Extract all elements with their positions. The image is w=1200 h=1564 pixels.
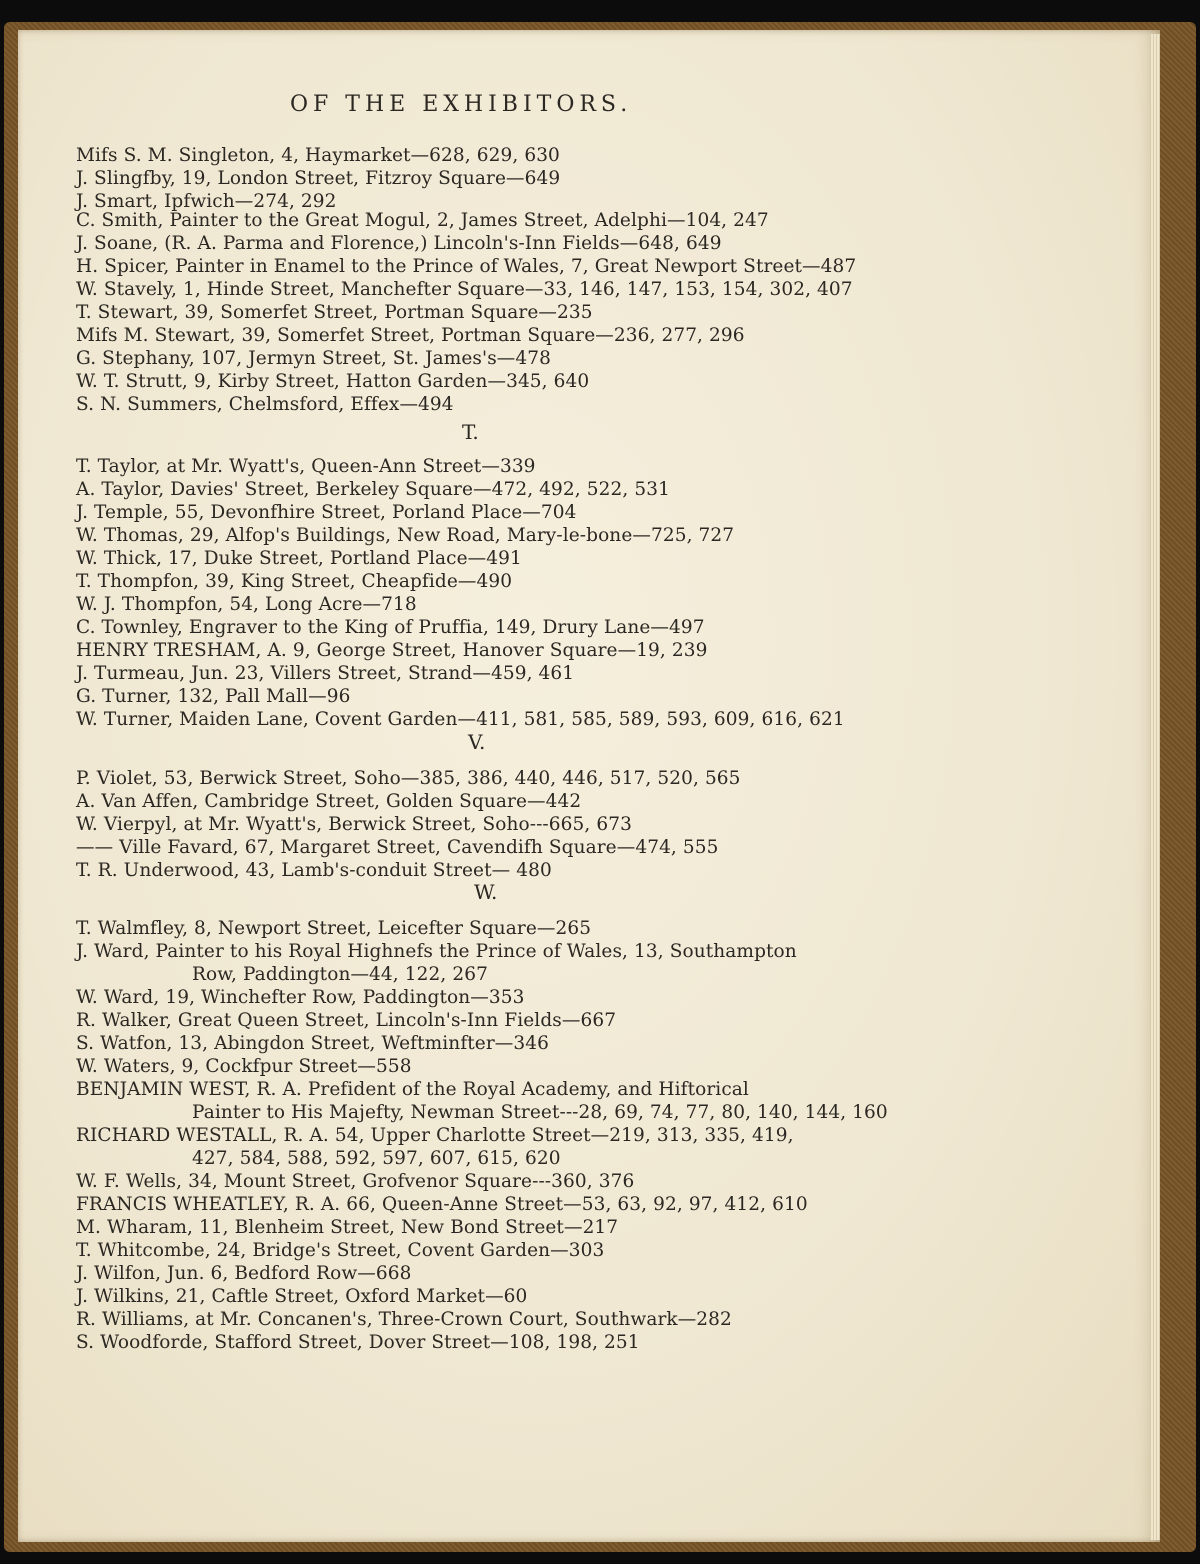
exhibitor-entry-continuation: 427, 584, 588, 592, 597, 607, 615, 620 (192, 1148, 561, 1169)
exhibitor-entry: C. Smith, Painter to the Great Mogul, 2, James Street, Adelphi—104, 247 (76, 210, 769, 231)
exhibitor-entry: FRANCIS WHEATLEY, R. A. 66, Queen-Anne Street—53, 63, 92, 97, 412, 610 (76, 1194, 808, 1215)
exhibitor-entry: J. Turmeau, Jun. 23, Villers Street, Strand—459, 461 (76, 663, 575, 684)
exhibitor-entry-continuation: Row, Paddington—44, 122, 267 (192, 964, 488, 985)
exhibitor-entry: W. Waters, 9, Cockfpur Street—558 (76, 1056, 412, 1077)
exhibitor-entry: A. Van Affen, Cambridge Street, Golden Square—442 (76, 791, 582, 812)
exhibitor-entry-continuation: Painter to His Majefty, Newman Street---28, 69, 74, 77, 80, 140, 144, 160 (192, 1102, 888, 1123)
exhibitor-entry: J. Wilkins, 21, Caftle Street, Oxford Market—60 (76, 1286, 528, 1307)
exhibitor-entry: J. Temple, 55, Devonfhire Street, Porland Place—704 (76, 502, 577, 523)
section-letter-v: V. (468, 730, 486, 754)
exhibitor-entry: C. Townley, Engraver to the King of Pruffia, 149, Drury Lane—497 (76, 617, 705, 638)
exhibitor-entry: G. Turner, 132, Pall Mall—96 (76, 686, 351, 707)
running-head: OF THE EXHIBITORS. (290, 92, 633, 117)
exhibitor-entry: W. Stavely, 1, Hinde Street, Manchefter Square—33, 146, 147, 153, 154, 302, 407 (76, 279, 853, 300)
exhibitor-entry: S. Woodforde, Stafford Street, Dover Street—108, 198, 251 (76, 1332, 640, 1353)
exhibitor-entry: T. Stewart, 39, Somerfet Street, Portman Square—235 (76, 302, 593, 323)
exhibitor-entry: T. Thompfon, 39, King Street, Cheapfide—490 (76, 571, 513, 592)
exhibitor-entry: S. Watfon, 13, Abingdon Street, Weftminfter—346 (76, 1033, 549, 1054)
exhibitor-entry: W. T. Strutt, 9, Kirby Street, Hatton Garden—345, 640 (76, 371, 590, 392)
exhibitor-entry: T. Taylor, at Mr. Wyatt's, Queen-Ann Street—339 (76, 456, 536, 477)
exhibitor-entry: —— Ville Favard, 67, Margaret Street, Cavendifh Square—474, 555 (76, 837, 719, 858)
exhibitor-entry: J. Soane, (R. A. Parma and Florence,) Lincoln's-Inn Fields—648, 649 (76, 233, 722, 254)
exhibitor-entry: R. Walker, Great Queen Street, Lincoln's-Inn Fields—667 (76, 1010, 617, 1031)
section-letter-w: W. (474, 880, 498, 904)
exhibitor-entry: J. Slingfby, 19, London Street, Fitzroy Square—649 (76, 168, 561, 189)
exhibitor-entry: Mifs S. M. Singleton, 4, Haymarket—628, 629, 630 (76, 145, 560, 166)
exhibitor-entry: T. Whitcombe, 24, Bridge's Street, Covent Garden—303 (76, 1240, 605, 1261)
exhibitor-entry: W. Turner, Maiden Lane, Covent Garden—411, 581, 585, 589, 593, 609, 616, 621 (76, 709, 845, 730)
exhibitor-entry: R. Williams, at Mr. Concanen's, Three-Crown Court, Southwark—282 (76, 1309, 732, 1330)
exhibitor-entry: S. N. Summers, Chelmsford, Effex—494 (76, 394, 454, 415)
exhibitor-entry: Mifs M. Stewart, 39, Somerfet Street, Portman Square—236, 277, 296 (76, 325, 745, 346)
exhibitor-entry: HENRY TRESHAM, A. 9, George Street, Hanover Square—19, 239 (76, 640, 708, 661)
exhibitor-entry: J. Wilfon, Jun. 6, Bedford Row—668 (76, 1263, 412, 1284)
exhibitor-entry: A. Taylor, Davies' Street, Berkeley Square—472, 492, 522, 531 (76, 479, 670, 500)
exhibitor-entry: M. Wharam, 11, Blenheim Street, New Bond Street—217 (76, 1217, 619, 1238)
exhibitor-entry: T. Walmfley, 8, Newport Street, Leicefter Square—265 (76, 918, 592, 939)
exhibitor-entry: G. Stephany, 107, Jermyn Street, St. James's—478 (76, 348, 551, 369)
exhibitor-entry: W. Thick, 17, Duke Street, Portland Place—491 (76, 548, 522, 569)
exhibitor-entry: W. Vierpyl, at Mr. Wyatt's, Berwick Street, Soho---665, 673 (76, 814, 632, 835)
exhibitor-entry: BENJAMIN WEST, R. A. Prefident of the Royal Academy, and Hiftorical (76, 1079, 749, 1100)
exhibitor-entry: P. Violet, 53, Berwick Street, Soho—385, 386, 440, 446, 517, 520, 565 (76, 768, 741, 789)
exhibitor-entry: W. F. Wells, 34, Mount Street, Grofvenor Square---360, 376 (76, 1171, 635, 1192)
exhibitor-entry: W. Thomas, 29, Alfop's Buildings, New Road, Mary-le-bone—725, 727 (76, 525, 735, 546)
exhibitor-entry: J. Ward, Painter to his Royal Highnefs the Prince of Wales, 13, Southampton (76, 941, 797, 962)
exhibitor-entry: W. Ward, 19, Winchefter Row, Paddington—353 (76, 987, 525, 1008)
exhibitor-entry: J. Smart, Ipfwich—274, 292 (76, 191, 337, 212)
exhibitor-entry: H. Spicer, Painter in Enamel to the Prince of Wales, 7, Great Newport Street—487 (76, 256, 857, 277)
exhibitor-entry: RICHARD WESTALL, R. A. 54, Upper Charlotte Street—219, 313, 335, 419, (76, 1125, 794, 1146)
exhibitor-entry: W. J. Thompfon, 54, Long Acre—718 (76, 594, 417, 615)
section-letter-t: T. (462, 420, 479, 444)
exhibitor-entry: T. R. Underwood, 43, Lamb's-conduit Street— 480 (76, 860, 552, 881)
